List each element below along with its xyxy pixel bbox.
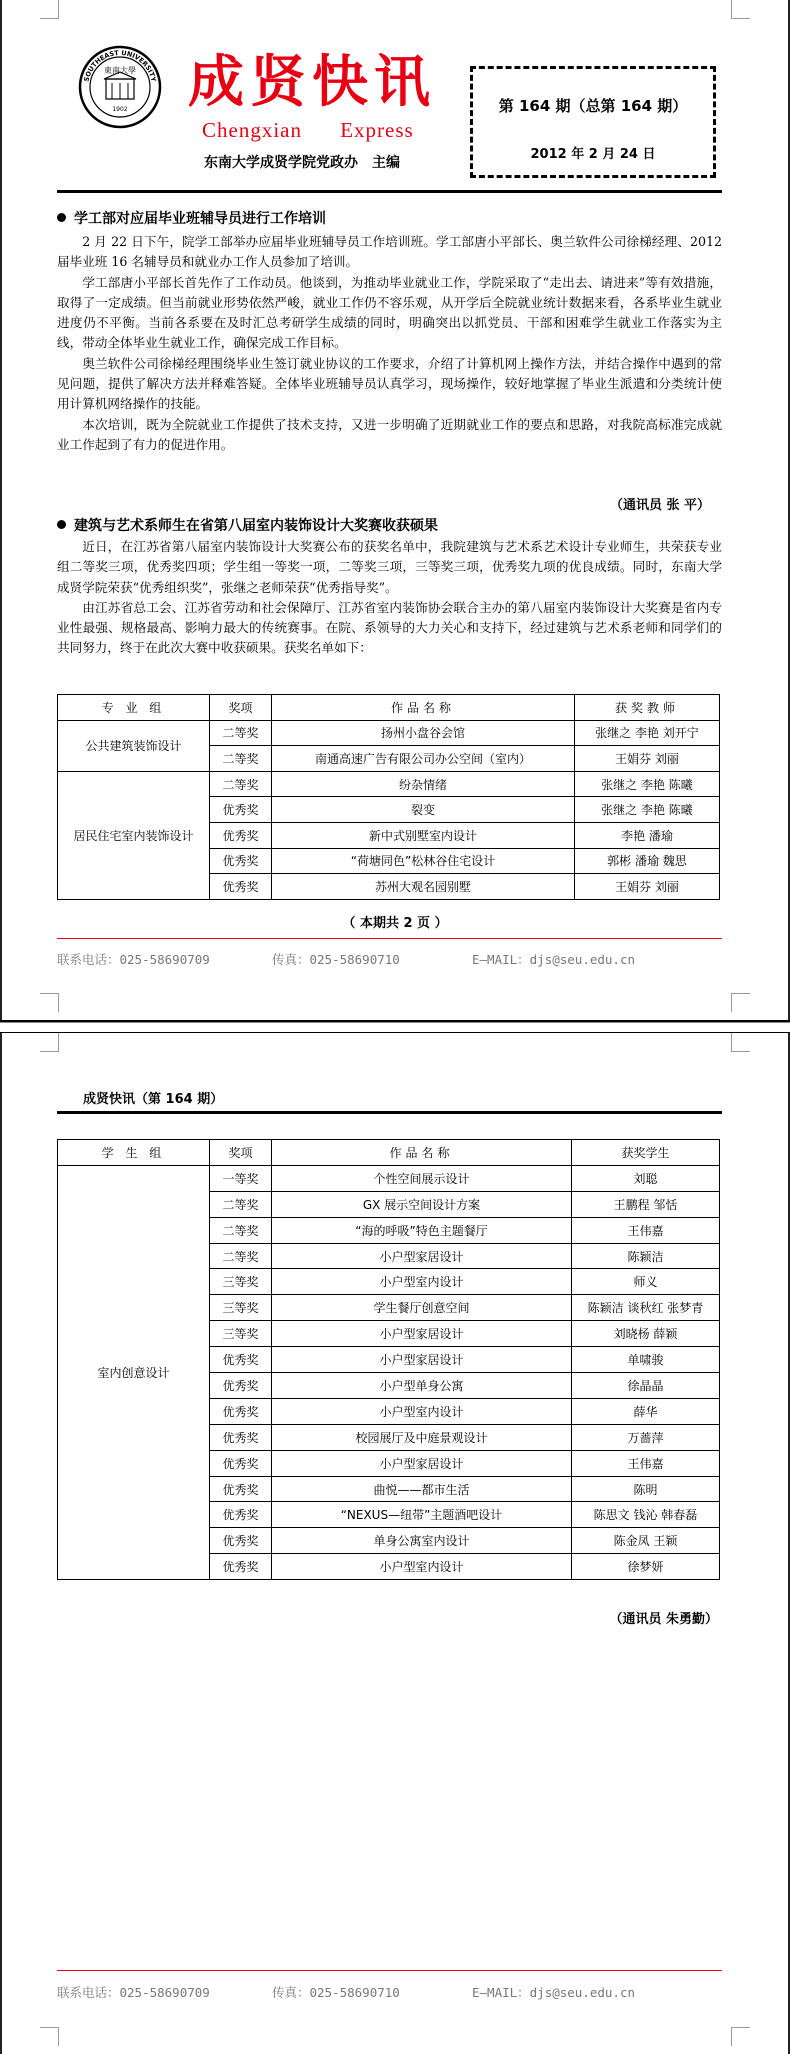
seal-top-text: 東南大學	[104, 66, 136, 75]
winner-cell: 刘晓杨 薛颖	[572, 1321, 720, 1347]
winner-cell: 张继之 李艳 陈曦	[575, 797, 720, 823]
award-cell: 优秀奖	[210, 874, 272, 900]
page-1	[0, 0, 790, 1022]
table-row	[58, 720, 720, 746]
winner-cell: 李艳 潘瑜	[575, 822, 720, 848]
award-cell: 优秀奖	[210, 1528, 272, 1554]
work-cell: 学生餐厅创意空间	[272, 1295, 572, 1321]
award-cell: 优秀奖	[210, 797, 272, 823]
article-2-body	[57, 537, 722, 659]
winner-cell: 陈明	[572, 1476, 720, 1502]
winner-cell: 王伟嘉	[572, 1217, 720, 1243]
crop-mark	[40, 993, 59, 1012]
award-cell: 二等奖	[210, 746, 272, 772]
winner-cell: 单啸骏	[572, 1347, 720, 1373]
footer-email: E—MAIL：djs@seu.edu.cn	[472, 952, 636, 967]
column-header: 作品名称	[272, 695, 575, 721]
award-cell: 优秀奖	[210, 1398, 272, 1424]
footer-rule	[57, 1970, 722, 1971]
group-cell: 居民住宅室内装饰设计	[58, 771, 210, 899]
paragraph: 由江苏省总工会、江苏省劳动和社会保障厅、江苏省室内装饰协会联合主办的第八届室内装饰设计大奖赛是省内专业性最强、规格最高、影响力最大的传统赛事。在院、系领导的大力关心和支持下，经过建筑与艺术系老师和同学们的共同努力，终于在此次大赛中收获硕果。获奖名单如下：	[57, 599, 722, 656]
page-edge	[0, 1033, 2, 2054]
award-cell: 二等奖	[210, 771, 272, 797]
article-2-heading: 建筑与艺术系师生在省第八届室内装饰设计大奖赛收获硕果	[57, 517, 438, 535]
crop-mark	[40, 0, 59, 19]
work-cell: 单身公寓室内设计	[272, 1528, 572, 1554]
award-cell: 优秀奖	[210, 1476, 272, 1502]
column-header: 专 业 组	[58, 695, 210, 721]
group-cell: 室内创意设计	[58, 1165, 210, 1579]
paragraph: 奥兰软件公司徐梯经理围绕毕业生签订就业协议的工作要求，介绍了计算机网上操作方法，并结合操作中遇到的常见问题，提供了解决方法并释难答疑。全体毕业班辅导员认真学习，现场操作，较好地掌握了毕业生派遣和分类统计使用计算机网络操作的技能。	[57, 355, 722, 412]
winner-cell: 万蔷萍	[572, 1424, 720, 1450]
winner-cell: 王娟芬 刘丽	[575, 874, 720, 900]
award-cell: 二等奖	[210, 1191, 272, 1217]
award-cell: 优秀奖	[210, 848, 272, 874]
issue-date: 2012 年 2 月 24 日	[530, 147, 656, 162]
winner-cell: 陈思文 钱沁 韩春磊	[572, 1502, 720, 1528]
winner-cell: 陈颖洁 谈秋红 张梦青	[572, 1295, 720, 1321]
work-cell: GX 展示空间设计方案	[272, 1191, 572, 1217]
work-cell: “荷塘同色”松林谷住宅设计	[272, 848, 575, 874]
winner-cell: 郭彬 潘瑜 魏思	[575, 848, 720, 874]
article-1-heading: 学工部对应届毕业班辅导员进行工作培训	[57, 210, 326, 228]
award-cell: 三等奖	[210, 1321, 272, 1347]
page-edge	[0, 0, 2, 1020]
paragraph: 本次培训，既为全院就业工作提供了技术支持，又进一步明确了近期就业工作的要点和思路，对我院高标准完成就业工作起到了有力的促进作用。	[57, 416, 722, 452]
work-cell: 校园展厅及中庭景观设计	[272, 1424, 572, 1450]
bullet-icon	[57, 520, 66, 529]
footer-phone: 联系电话：025-58690709	[57, 952, 210, 967]
table-row	[58, 1165, 720, 1191]
crop-mark	[731, 993, 750, 1012]
award-cell: 优秀奖	[210, 1450, 272, 1476]
table-row	[58, 771, 720, 797]
award-cell: 优秀奖	[210, 1554, 272, 1580]
winner-cell: 薛华	[572, 1398, 720, 1424]
page-count-note: （ 本期共 2 页 ）	[342, 916, 448, 931]
column-header: 获奖教师	[575, 695, 720, 721]
award-cell: 一等奖	[210, 1165, 272, 1191]
winner-cell: 师义	[572, 1269, 720, 1295]
winner-cell: 陈金凤 王颖	[572, 1528, 720, 1554]
award-cell: 二等奖	[210, 1217, 272, 1243]
crop-mark	[731, 1033, 750, 1052]
column-header: 奖项	[210, 695, 272, 721]
footer-phone: 联系电话：025-58690709	[57, 1985, 210, 2000]
crop-mark	[731, 2027, 750, 2046]
work-cell: “海的呼吸”特色主题餐厅	[272, 1217, 572, 1243]
award-cell: 二等奖	[210, 720, 272, 746]
work-cell: 小户型家居设计	[272, 1450, 572, 1476]
work-cell: 南通高速广告有限公司办公空间（室内）	[272, 746, 575, 772]
running-head: 成贤快讯（第 164 期）	[83, 1092, 224, 1107]
table-header-row	[58, 1140, 720, 1166]
paragraph: 学工部唐小平部长首先作了工作动员。他谈到，为推动毕业就业工作，学院采取了“走出去、请进来”等有效措施，取得了一定成绩。但当前就业形势依然严峻，就业工作仍不容乐观，从开学后全院就业统计数据来看，各系毕业生就业进度仍不平衡。当前各系要在及时汇总考研学生成绩的同时，明确突出以抓党员、干部和困难学生就业工作落实为主线，带动全体毕业生就业工作，确保完成工作目标。	[57, 274, 722, 351]
winner-cell: 徐梦妍	[572, 1554, 720, 1580]
winner-cell: 陈颖洁	[572, 1243, 720, 1269]
work-cell: 小户型家居设计	[272, 1243, 572, 1269]
winner-cell: 王伟嘉	[572, 1450, 720, 1476]
work-cell: 小户型室内设计	[272, 1269, 572, 1295]
award-cell: 二等奖	[210, 1243, 272, 1269]
work-cell: 小户型单身公寓	[272, 1373, 572, 1399]
award-cell: 优秀奖	[210, 822, 272, 848]
work-cell: 纷杂情绪	[272, 771, 575, 797]
work-cell: 扬州小盘谷会馆	[272, 720, 575, 746]
page-2	[0, 1032, 790, 2054]
paragraph: 2 月 22 日下午，院学工部举办应届毕业班辅导员工作培训班。学工部唐小平部长、奥兰软件公司徐梯经理、2012 届毕业班 16 名辅导员和就业办工作人员参加了培训。	[57, 234, 722, 270]
crop-mark	[40, 2027, 59, 2046]
work-cell: 小户型室内设计	[272, 1398, 572, 1424]
newsletter-title: 成贤快讯	[188, 49, 436, 115]
winner-cell: 张继之 李艳 陈曦	[575, 771, 720, 797]
award-cell: 优秀奖	[210, 1373, 272, 1399]
winner-cell: 张继之 李艳 刘开宁	[575, 720, 720, 746]
awards-table-students	[57, 1139, 720, 1580]
work-cell: 小户型家居设计	[272, 1347, 572, 1373]
group-cell: 公共建筑装饰设计	[58, 720, 210, 771]
winner-cell: 王鹏程 邹恬	[572, 1191, 720, 1217]
award-cell: 三等奖	[210, 1295, 272, 1321]
column-header: 学 生 组	[58, 1140, 210, 1166]
masthead-rule	[57, 190, 722, 193]
issue-box	[470, 66, 716, 178]
award-cell: 三等奖	[210, 1269, 272, 1295]
footer-fax: 传真：025-58690710	[272, 952, 400, 967]
work-cell: 新中式别墅室内设计	[272, 822, 575, 848]
footer-email: E—MAIL：djs@seu.edu.cn	[472, 1985, 636, 2000]
work-cell: 裂变	[272, 797, 575, 823]
award-cell: 优秀奖	[210, 1502, 272, 1528]
work-cell: 小户型室内设计	[272, 1554, 572, 1580]
seal-year: 1902	[112, 106, 128, 113]
award-cell: 优秀奖	[210, 1424, 272, 1450]
article-2-signature: （通讯员 朱勇勤）	[609, 1612, 718, 1627]
article-1-signature: （通讯员 张 平）	[609, 498, 710, 513]
awards-table-professional	[57, 694, 720, 900]
running-head-rule	[57, 1111, 722, 1114]
award-cell: 优秀奖	[210, 1347, 272, 1373]
article-1-body	[57, 232, 722, 455]
column-header: 获奖学生	[572, 1140, 720, 1166]
issue-number: 第 164 期（总第 164 期）	[498, 97, 688, 115]
table-header-row	[58, 695, 720, 721]
column-header: 作品名称	[272, 1140, 572, 1166]
winner-cell: 刘聪	[572, 1165, 720, 1191]
paragraph: 近日，在江苏省第八届室内装饰设计大奖赛公布的获奖名单中，我院建筑与艺术系艺术设计专业师生，共荣获专业组二等奖三项，优秀奖四项；学生组一等奖一项，二等奖三项，三等奖三项，优秀奖九项的优良成绩。同时，东南大学成贤学院荣获“优秀组织奖”，张继之老师荣获“优秀指导奖”。	[57, 539, 722, 595]
bullet-icon	[57, 213, 66, 222]
work-cell: “NEXUS—纽带”主题酒吧设计	[272, 1502, 572, 1528]
winner-cell: 徐晶晶	[572, 1373, 720, 1399]
column-header: 奖项	[210, 1140, 272, 1166]
publisher-line: 东南大学成贤学院党政办 主编	[204, 155, 400, 171]
university-seal-icon	[78, 45, 162, 129]
winner-cell: 王娟芬 刘丽	[575, 746, 720, 772]
work-cell: 曲悦——都市生活	[272, 1476, 572, 1502]
newsletter-subtitle: Chengxian Express	[202, 118, 414, 142]
crop-mark	[40, 1033, 59, 1052]
crop-mark	[731, 0, 750, 19]
work-cell: 小户型家居设计	[272, 1321, 572, 1347]
footer-fax: 传真：025-58690710	[272, 1985, 400, 2000]
footer-rule	[57, 938, 722, 939]
work-cell: 个性空间展示设计	[272, 1165, 572, 1191]
work-cell: 苏州大观名园别墅	[272, 874, 575, 900]
seal-ring-text: SOUTHEAST UNIVERSITY	[82, 48, 158, 83]
